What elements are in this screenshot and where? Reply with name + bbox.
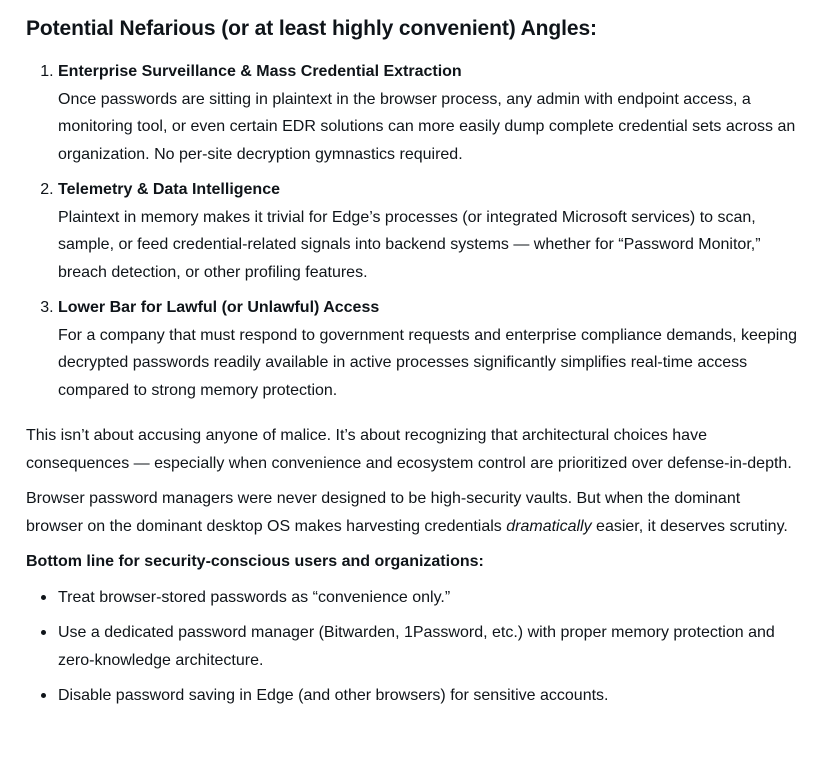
- angle-title: 3. Lower Bar for Lawful (or Unlawful) Access: [58, 299, 380, 316]
- recommendation-item: [58, 682, 799, 710]
- angle-item: [58, 294, 799, 404]
- bullet-icon: [41, 630, 46, 635]
- recommendation-text: Treat browser-stored passwords as “convenience only.”: [58, 588, 451, 606]
- bullet-icon: [41, 693, 46, 698]
- malice-disclaimer-paragraph: This isn’t about accusing anyone of malice. It’s about recognizing that architectural choices have consequences — especially when convenience and ecosystem control are prioritized over defense-in-depth.: [26, 427, 792, 472]
- recommendation-text: Use a dedicated password manager (Bitwarden, 1Password, etc.) with proper memory protection and zero-knowledge architecture.: [58, 624, 775, 669]
- recommendation-text: Disable password saving in Edge (and other browsers) for sensitive accounts.: [58, 687, 609, 704]
- scrutiny-text-before: Browser password managers were never designed to be high-security vaults. But when the dominant browser on the dominant desktop OS makes harvesting credentials: [26, 490, 741, 535]
- recommendation-item: [58, 584, 799, 612]
- angle-item: [58, 176, 799, 286]
- section-heading: Potential Nefarious (or at least highly convenient) Angles:: [26, 17, 597, 40]
- angle-body: For a company that must respond to government requests and enterprise compliance demands, keeping decrypted passwords readily available in active processes significantly simplifies real-time access compared to strong memory protection.: [58, 326, 798, 399]
- angle-body: Once passwords are sitting in plaintext in the browser process, any admin with endpoint access, a monitoring tool, or even certain EDR solutions can more easily dump complete credential sets across an organization. No per-site decryption gymnastics required.: [58, 90, 796, 163]
- angle-body: Plaintext in memory makes it trivial for Edge’s processes (or integrated Microsoft services) to scan, sample, or feed credential-related signals into backend systems — whether for “Password Monitor,” breach detection, or other profiling features.: [58, 208, 761, 281]
- angle-title: 2. Telemetry & Data Intelligence: [58, 181, 280, 198]
- angles-list: [26, 58, 799, 404]
- bullet-icon: [41, 595, 46, 600]
- angle-title: 1. Enterprise Surveillance & Mass Credential Extraction: [58, 63, 462, 80]
- scrutiny-paragraph: [26, 485, 799, 540]
- angle-item: [58, 58, 799, 168]
- scrutiny-text-after: easier, it deserves scrutiny.: [591, 517, 788, 535]
- recommendations-list: [26, 584, 799, 710]
- bottom-line-label: Bottom line for security-conscious users and organizations:: [26, 553, 484, 570]
- recommendation-item: [58, 619, 799, 674]
- scrutiny-emphasis: dramatically: [506, 517, 592, 535]
